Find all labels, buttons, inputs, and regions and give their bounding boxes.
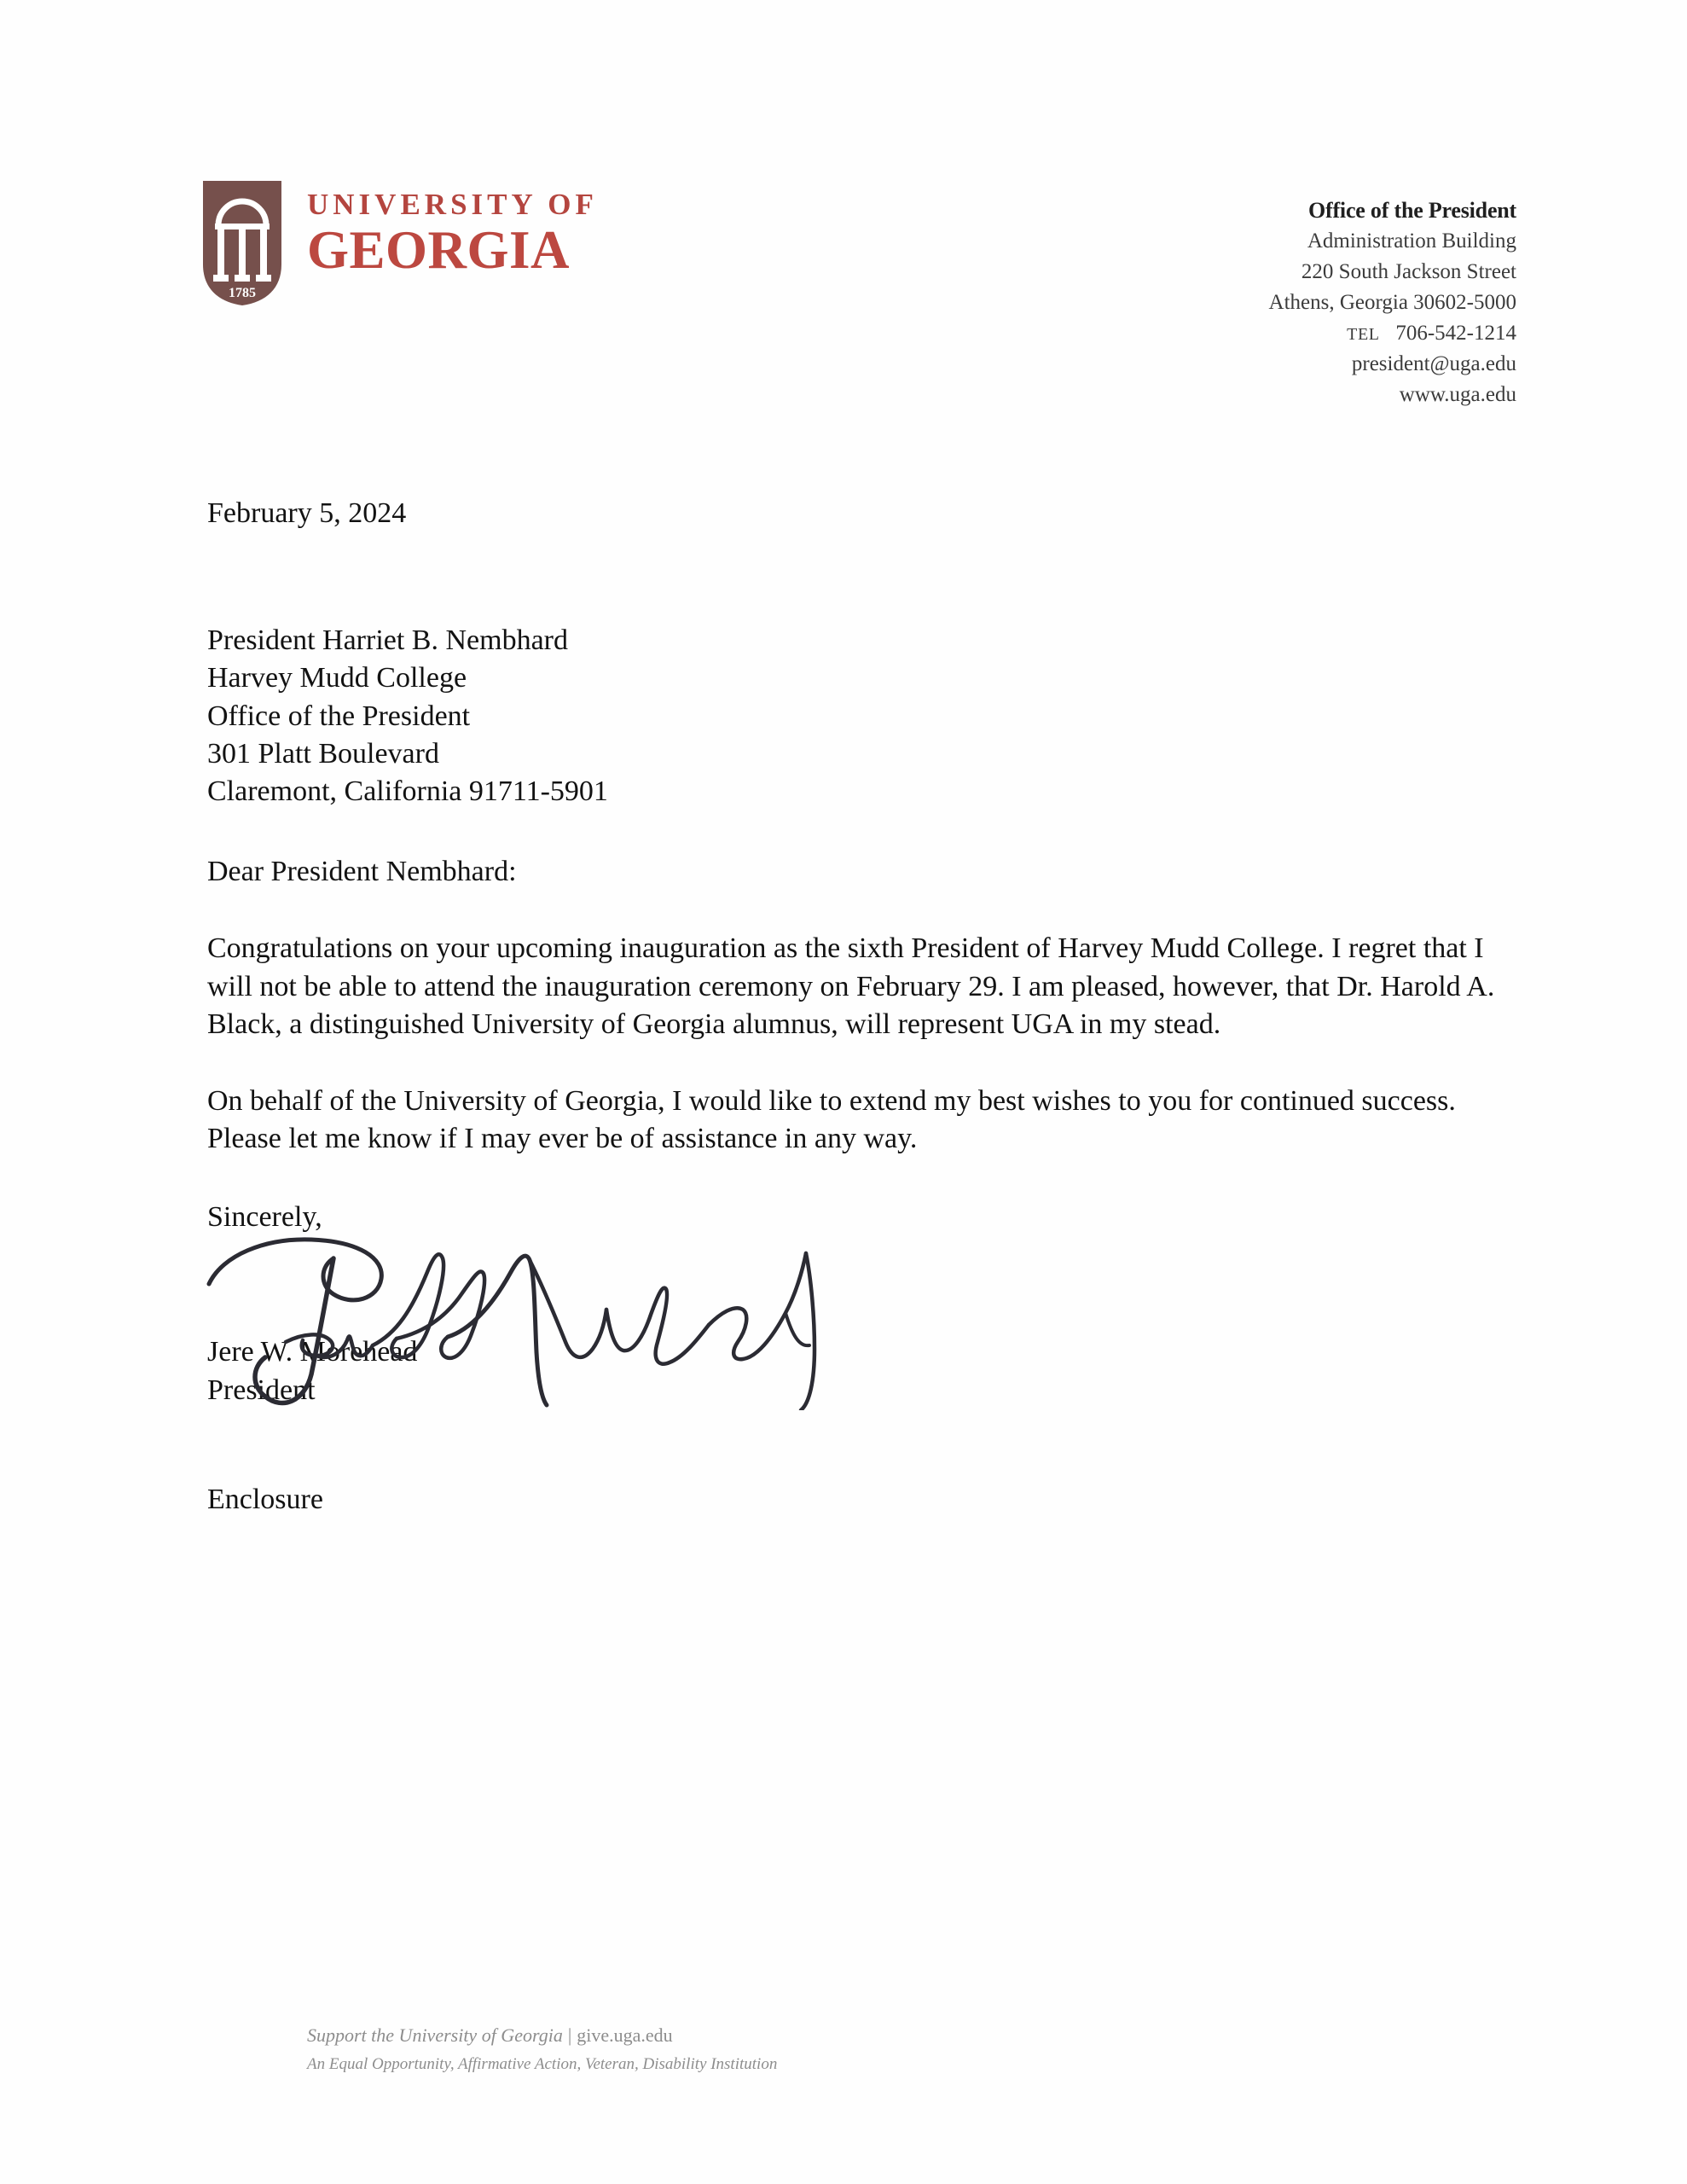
office-title: Office of the President <box>1307 198 1516 223</box>
uga-logo <box>198 181 598 305</box>
tel-number: 706-542-1214 <box>1395 322 1516 346</box>
website-url: www.uga.edu <box>1399 383 1516 407</box>
letter-date: February 5, 2024 <box>207 497 407 529</box>
body-paragraph-2 <box>207 1083 1504 1158</box>
shield-year-label: 1785 <box>229 286 256 300</box>
body-paragraph-1-text: Congratulations on your upcoming inauguration as the sixth President of Harvey Mudd College. I regret that I will not be able to attend the inauguration ceremony on February 29. I am pleased, however, that Dr. Harold A. Black, a distinguished University of Georgia alumnus, will represent UGA in my stead. <box>207 932 1495 1040</box>
recipient-street: 301 Platt Boulevard <box>207 737 439 770</box>
recipient-city-state-zip: Claremont, California 91711-5901 <box>207 775 608 807</box>
sign-off: Sincerely, <box>207 1201 322 1234</box>
recipient-name: President Harriet B. Nembhard <box>207 624 568 657</box>
page-footer <box>307 2020 777 2078</box>
office-address-block <box>1269 195 1516 410</box>
signer-title: President <box>207 1374 316 1406</box>
address-line-street: 220 South Jackson Street <box>1301 260 1516 284</box>
telephone-line <box>1269 318 1516 349</box>
wordmark-georgia: GEORGIA <box>307 220 571 280</box>
wordmark-university-of: UNIVERSITY OF <box>307 188 598 221</box>
footer-support-line <box>307 2020 777 2051</box>
body-paragraph-2-text: On behalf of the University of Georgia, I would like to extend my best wishes to you for continued success. Please let me know if I may ever be of assistance in any way. <box>207 1084 1456 1155</box>
footer-eeo-statement: An Equal Opportunity, Affirmative Action, Veteran, Disability Institution <box>307 2055 778 2074</box>
salutation: Dear President Nembhard: <box>207 856 517 888</box>
signer-name: Jere W. Morehead <box>207 1336 418 1368</box>
uga-wordmark <box>307 188 598 280</box>
letterhead <box>0 0 1687 444</box>
footer-separator: | <box>567 2024 572 2046</box>
body-paragraph-1 <box>207 930 1504 1043</box>
closing-block <box>207 1199 1504 1409</box>
recipient-department: Office of the President <box>207 700 471 732</box>
recipient-address-block <box>207 622 1504 810</box>
footer-support-text: Support the University of Georgia <box>307 2024 563 2046</box>
uga-arch-shield-icon <box>198 181 287 305</box>
letter-content <box>207 495 1504 1519</box>
enclosure-note: Enclosure <box>207 1483 323 1515</box>
address-line-building: Administration Building <box>1307 229 1516 253</box>
email-address: president@uga.edu <box>1351 352 1516 376</box>
tel-label: TEL <box>1347 325 1380 345</box>
address-line-city: Athens, Georgia 30602-5000 <box>1268 291 1516 315</box>
footer-give-url: give.uga.edu <box>577 2024 673 2046</box>
recipient-organization: Harvey Mudd College <box>207 662 467 694</box>
signer-block <box>207 1333 1504 1409</box>
